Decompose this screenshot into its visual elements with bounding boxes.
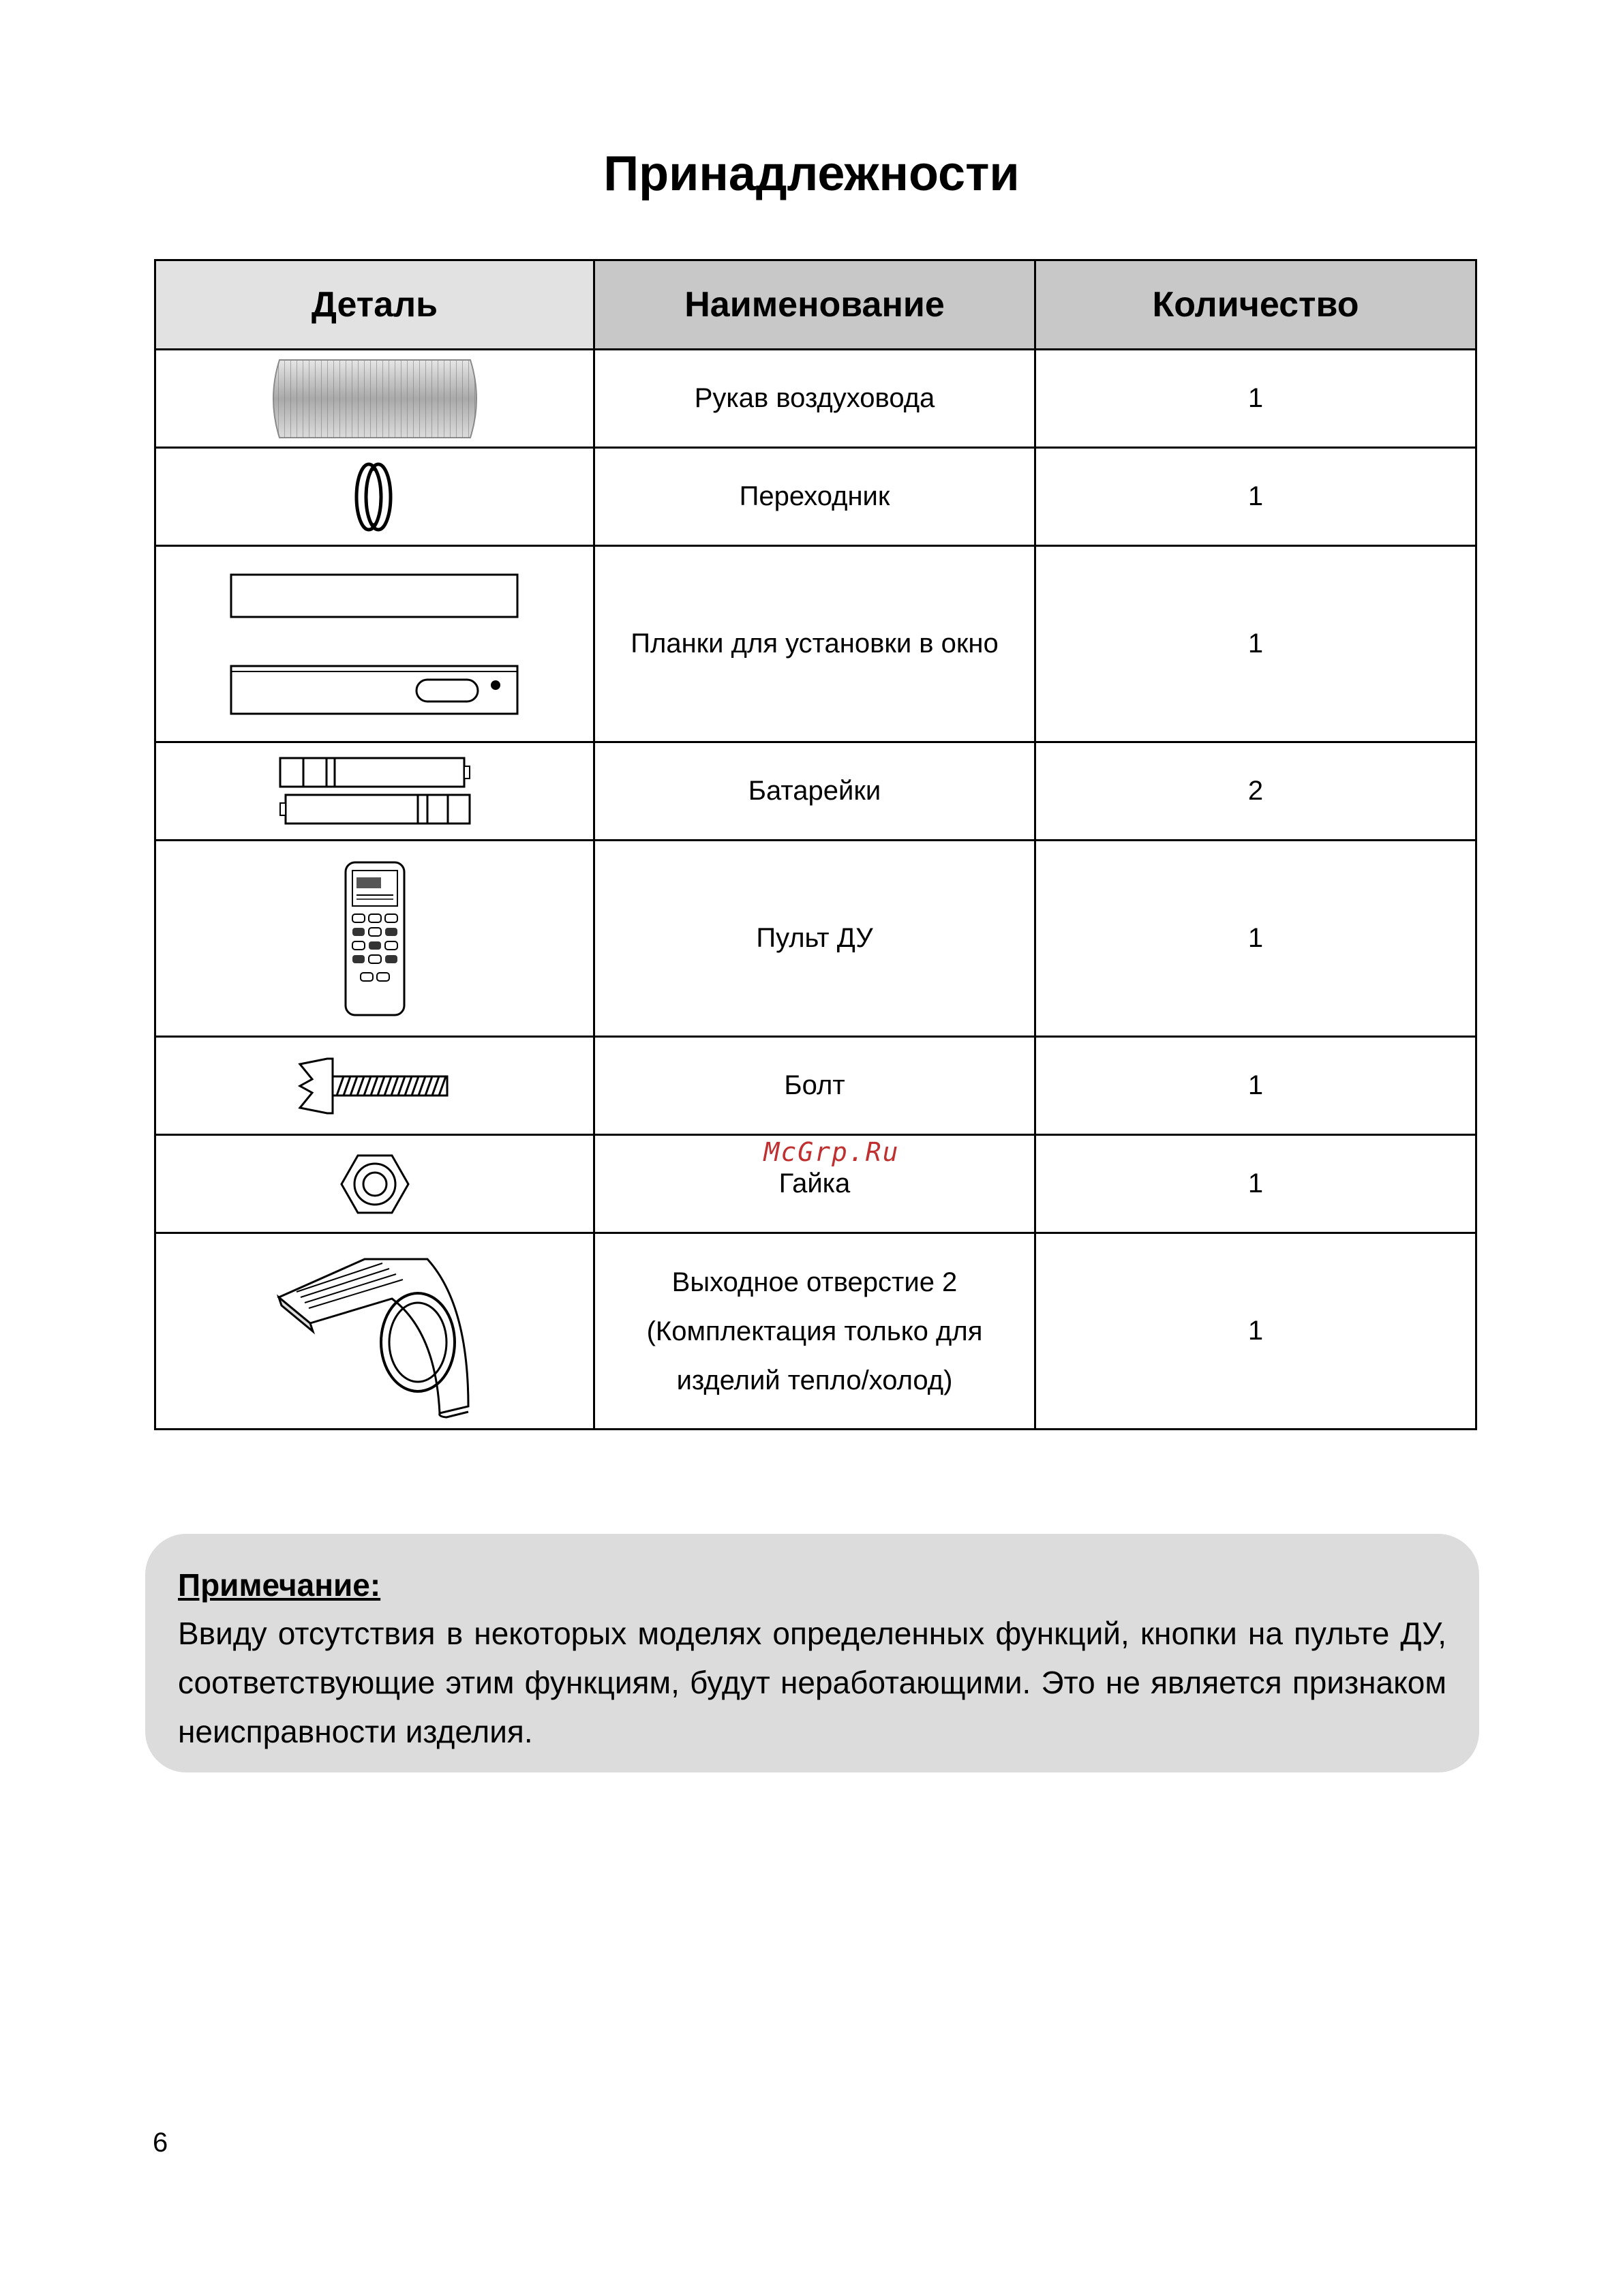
exhaust-outlet-icon	[269, 1243, 481, 1420]
table-header-row	[155, 260, 1476, 350]
part-name-line: Выходное отверстие 2	[671, 1267, 958, 1297]
header-name: Наименование	[594, 260, 1035, 350]
table-row	[155, 350, 1476, 448]
part-name: Планки для установки в окно	[594, 546, 1035, 742]
part-image-cell	[155, 841, 594, 1037]
note-title: Примечание:	[178, 1567, 381, 1603]
note-text: Ввиду отсутствия в некоторых моделях определенных функций, кнопки на пульте ДУ, соответствующие этим функциям, будут неработающими. Это не является признаком неисправности изделия.	[178, 1616, 1446, 1749]
bolt-icon	[293, 1052, 457, 1120]
table-row	[155, 448, 1476, 546]
header-part: Деталь	[155, 260, 594, 350]
part-image-cell	[155, 1135, 594, 1233]
part-quantity: 1	[1035, 546, 1476, 742]
part-quantity: 1	[1035, 1233, 1476, 1430]
duct-hose-icon	[266, 354, 484, 443]
part-image-cell	[155, 1037, 594, 1135]
table-row	[155, 841, 1476, 1037]
page-number: 6	[153, 2128, 168, 2158]
table-row	[155, 1037, 1476, 1135]
part-image-cell	[155, 1233, 594, 1430]
part-name: Пульт ДУ	[594, 841, 1035, 1037]
table-row	[155, 546, 1476, 742]
header-quantity: Количество	[1035, 260, 1476, 350]
batteries-icon	[276, 754, 474, 829]
part-quantity: 1	[1035, 350, 1476, 448]
window-slider-icon	[228, 569, 521, 719]
page-title: Принадлежности	[603, 147, 1020, 201]
part-image-cell	[155, 546, 594, 742]
part-quantity: 1	[1035, 1037, 1476, 1135]
part-image-cell	[155, 448, 594, 546]
part-quantity: 1	[1035, 841, 1476, 1037]
accessories-table	[154, 259, 1477, 1430]
part-name-line: (Комплектация только для	[646, 1316, 983, 1346]
table-row	[155, 742, 1476, 841]
part-name: Батарейки	[594, 742, 1035, 841]
part-image-cell	[155, 742, 594, 841]
part-name-line: изделий тепло/холод)	[676, 1365, 953, 1395]
part-name: Переходник	[594, 448, 1035, 546]
part-name: Гайка	[594, 1135, 1035, 1233]
part-name-multiline	[594, 1233, 1035, 1430]
note-box	[145, 1534, 1479, 1772]
adapter-icon	[344, 456, 406, 538]
part-image-cell	[155, 350, 594, 448]
part-name: Болт	[594, 1037, 1035, 1135]
part-quantity: 1	[1035, 448, 1476, 546]
part-quantity: 2	[1035, 742, 1476, 841]
table-row	[155, 1233, 1476, 1430]
part-quantity: 1	[1035, 1135, 1476, 1233]
nut-icon	[337, 1150, 412, 1218]
watermark: McGrp.Ru	[763, 1137, 900, 1167]
part-name: Рукав воздуховода	[594, 350, 1035, 448]
remote-control-icon	[337, 857, 412, 1021]
